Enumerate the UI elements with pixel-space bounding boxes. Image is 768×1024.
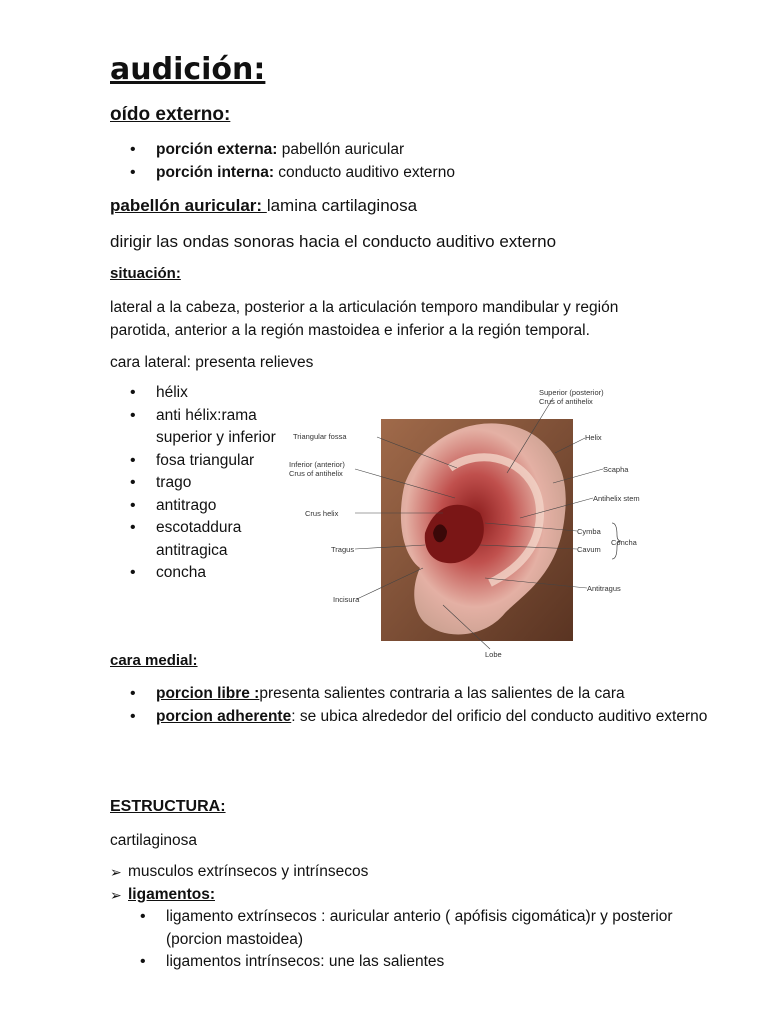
label-cavum: Cavum (577, 545, 601, 554)
list-item: ➢ ligamentos: (110, 884, 730, 907)
list-cara-medial (110, 683, 710, 728)
label-crus-helix: Crus helix (305, 509, 339, 518)
label-antihelix-stem: Antihelix stem (593, 494, 640, 503)
list-item: • hélix (110, 382, 280, 405)
pabellon-label: pabellón auricular: (110, 196, 267, 215)
cara-lateral-text: cara lateral: presenta relieves (110, 354, 314, 371)
list-item: • ligamentos intrínsecos: une las salientes (110, 951, 730, 974)
list-item: • concha (110, 562, 280, 585)
heading-cara-medial: cara medial: (110, 652, 198, 669)
label-antitragus: Antitragus (587, 584, 621, 593)
ear-anatomy-figure (285, 383, 640, 659)
pabellon-line (110, 196, 417, 216)
list-item: • fosa triangular (110, 450, 280, 473)
list-estructura (110, 861, 730, 974)
heading-oido-externo: oído externo: (110, 104, 231, 125)
page-title: audición: (110, 52, 266, 87)
label-helix: Helix (585, 433, 602, 442)
list-item: • porcion adherente: se ubica alrededor del orificio del conducto auditivo externo (110, 706, 710, 729)
pabellon-text: lamina cartilaginosa (266, 196, 418, 215)
label-superior-crus: Superior (posterior) (539, 388, 604, 397)
list-item: • trago (110, 472, 280, 495)
label-triangular-fossa: Triangular fossa (293, 432, 347, 441)
label-tragus: Tragus (331, 545, 355, 554)
list-item: • anti hélix:rama superior y inferior (110, 405, 280, 450)
label-crus-antihelix: Crus of antihelix (539, 397, 593, 406)
label-cymba: Cymba (577, 527, 601, 536)
estructura-text: cartilaginosa (110, 832, 198, 849)
list-item: • escotaddura antitragica (110, 517, 280, 562)
list-item: • porción externa: pabellón auricular (110, 139, 710, 162)
function-text: dirigir las ondas sonoras hacia el conducto auditivo externo (110, 232, 557, 251)
list-item: ➢ musculos extrínsecos y intrínsecos (110, 861, 730, 884)
list-item: • porcion libre :presenta salientes contraria a las salientes de la cara (110, 683, 710, 706)
list-oido-externo (110, 139, 710, 184)
label-scapha: Scapha (603, 465, 629, 474)
list-item: • antitrago (110, 495, 280, 518)
label-inferior-crus: Inferior (anterior) (289, 460, 345, 469)
list-item: • ligamento extrínsecos : auricular anterio ( apófisis cigomática)r y posterior (porcion mastoidea) (110, 906, 730, 951)
label-crus-antihelix-2: Crus of antihelix (289, 469, 343, 478)
list-item: • porción interna: conducto auditivo externo (110, 162, 710, 185)
label-lobe: Lobe (485, 650, 502, 659)
situacion-text: lateral a la cabeza, posterior a la articulación temporo mandibular y región parotida, anterior a la región mastoidea e inferior a la región temporal. (110, 299, 619, 339)
list-relieves (110, 382, 280, 585)
heading-estructura: ESTRUCTURA: (110, 798, 226, 815)
heading-situacion: situación: (110, 265, 181, 282)
label-incisura: Incisura (333, 595, 360, 604)
label-concha: Concha (611, 538, 637, 547)
